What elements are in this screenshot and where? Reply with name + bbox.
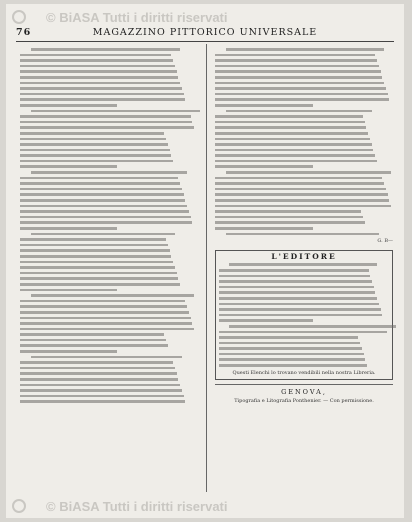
text-line bbox=[31, 233, 175, 236]
text-line bbox=[31, 48, 181, 51]
text-line bbox=[20, 65, 175, 68]
text-line bbox=[20, 395, 184, 398]
header-rule bbox=[16, 41, 394, 42]
text-line bbox=[215, 154, 375, 157]
text-line bbox=[20, 149, 170, 152]
text-line bbox=[219, 331, 387, 334]
text-line bbox=[20, 54, 171, 57]
watermark-text-bottom: © BiASA Tutti i diritti riservati bbox=[46, 499, 228, 514]
text-line bbox=[219, 336, 358, 339]
text-line bbox=[20, 121, 192, 124]
right-column bbox=[215, 45, 393, 405]
watermark-text-top: © BiASA Tutti i diritti riservati bbox=[46, 10, 228, 25]
text-line bbox=[20, 378, 178, 381]
imprint-rule bbox=[215, 384, 393, 385]
text-line bbox=[20, 305, 187, 308]
text-line bbox=[31, 110, 200, 113]
text-line bbox=[215, 126, 366, 129]
text-line bbox=[215, 165, 313, 168]
text-line bbox=[219, 358, 365, 361]
page-header bbox=[16, 24, 394, 40]
text-line bbox=[20, 344, 168, 347]
document-page bbox=[6, 4, 404, 518]
text-line bbox=[20, 76, 178, 79]
text-line bbox=[219, 319, 313, 322]
text-line bbox=[215, 54, 375, 57]
text-line bbox=[20, 328, 194, 331]
text-line bbox=[20, 266, 175, 269]
text-line bbox=[20, 126, 194, 129]
text-line bbox=[20, 389, 182, 392]
text-line bbox=[215, 93, 388, 96]
text-line bbox=[215, 188, 386, 191]
text-line bbox=[20, 238, 166, 241]
text-line bbox=[20, 277, 178, 280]
text-line bbox=[20, 227, 117, 230]
text-line bbox=[226, 233, 379, 236]
text-line bbox=[20, 210, 189, 213]
closing-line: Questi Elenchi lo trovano vendibili nella nostra Libreria. bbox=[232, 369, 376, 376]
text-line bbox=[20, 132, 164, 135]
text-line bbox=[219, 347, 362, 350]
text-line bbox=[219, 314, 382, 317]
text-line bbox=[20, 182, 180, 185]
text-line bbox=[215, 70, 381, 73]
text-line bbox=[20, 322, 192, 325]
right-column-text bbox=[215, 48, 393, 235]
text-line bbox=[215, 87, 386, 90]
text-line bbox=[215, 216, 363, 219]
text-line bbox=[215, 205, 391, 208]
text-line bbox=[20, 361, 173, 364]
editor-notice-box bbox=[215, 250, 393, 380]
text-line bbox=[20, 165, 117, 168]
text-line bbox=[20, 87, 182, 90]
running-title: MAGAZZINO PITTORICO UNIVERSALE bbox=[92, 26, 318, 38]
text-line bbox=[20, 289, 117, 292]
text-line bbox=[215, 143, 372, 146]
text-line bbox=[219, 286, 374, 289]
text-line bbox=[215, 227, 313, 230]
text-line bbox=[20, 115, 191, 118]
left-column bbox=[20, 45, 196, 405]
text-line bbox=[215, 59, 377, 62]
text-line bbox=[20, 283, 180, 286]
text-line bbox=[20, 154, 171, 157]
text-line bbox=[20, 188, 182, 191]
editor-notice-text bbox=[219, 263, 389, 366]
text-line bbox=[219, 353, 364, 356]
text-line bbox=[20, 82, 180, 85]
text-line bbox=[20, 244, 168, 247]
text-line bbox=[20, 400, 185, 403]
text-line bbox=[219, 342, 360, 345]
text-line bbox=[20, 339, 166, 342]
text-line bbox=[20, 249, 170, 252]
text-line bbox=[219, 280, 372, 283]
text-line bbox=[20, 193, 184, 196]
text-line bbox=[20, 104, 117, 107]
text-line bbox=[215, 210, 361, 213]
text-line bbox=[215, 138, 370, 141]
text-line bbox=[215, 160, 377, 163]
text-line bbox=[20, 255, 171, 258]
text-line bbox=[215, 193, 388, 196]
text-line bbox=[20, 317, 191, 320]
text-line bbox=[219, 291, 375, 294]
text-line bbox=[219, 364, 367, 367]
text-line bbox=[20, 350, 117, 353]
imprint-city: GENOVA, bbox=[281, 388, 327, 397]
text-line bbox=[20, 384, 180, 387]
text-line bbox=[215, 121, 365, 124]
watermark-bottom bbox=[6, 499, 404, 514]
editor-notice-title: L'EDITORE bbox=[271, 251, 337, 261]
text-line bbox=[215, 65, 379, 68]
text-line bbox=[20, 98, 185, 101]
biasa-logo-icon bbox=[12, 499, 26, 513]
left-column-text bbox=[20, 48, 196, 403]
text-line bbox=[20, 93, 184, 96]
text-line bbox=[20, 372, 177, 375]
text-line bbox=[226, 171, 392, 174]
text-line bbox=[20, 300, 185, 303]
text-line bbox=[20, 311, 189, 314]
watermark-top bbox=[6, 10, 404, 25]
page-number: 76 bbox=[16, 26, 32, 38]
article-signature: G. B— bbox=[377, 238, 393, 245]
text-line bbox=[215, 149, 373, 152]
text-line bbox=[215, 98, 389, 101]
imprint-text: Tipografia e Litografia Ponthenier. — Con permissione. bbox=[234, 397, 374, 404]
text-line bbox=[219, 303, 379, 306]
text-line bbox=[219, 269, 369, 272]
text-line bbox=[20, 272, 177, 275]
text-line bbox=[215, 76, 382, 79]
text-line bbox=[215, 132, 368, 135]
text-line bbox=[31, 294, 195, 297]
text-line bbox=[215, 115, 363, 118]
text-line bbox=[215, 177, 382, 180]
text-line bbox=[215, 182, 384, 185]
text-line bbox=[20, 261, 173, 264]
text-line bbox=[20, 216, 191, 219]
text-line bbox=[20, 143, 168, 146]
text-line bbox=[219, 275, 370, 278]
text-line bbox=[31, 356, 182, 359]
text-line bbox=[20, 70, 177, 73]
text-line bbox=[20, 138, 166, 141]
text-line bbox=[215, 104, 313, 107]
column-divider bbox=[206, 44, 207, 492]
text-line bbox=[31, 171, 188, 174]
text-line bbox=[20, 367, 175, 370]
text-line bbox=[20, 205, 187, 208]
text-line bbox=[215, 221, 365, 224]
text-line bbox=[20, 177, 178, 180]
text-line bbox=[215, 199, 389, 202]
text-line bbox=[229, 325, 396, 328]
biasa-logo-icon bbox=[12, 10, 26, 24]
text-line bbox=[20, 59, 173, 62]
text-line bbox=[226, 110, 372, 113]
text-line bbox=[219, 297, 377, 300]
text-line bbox=[20, 333, 164, 336]
text-line bbox=[229, 263, 377, 266]
text-line bbox=[20, 199, 185, 202]
text-line bbox=[219, 308, 381, 311]
text-line bbox=[215, 82, 384, 85]
text-line bbox=[226, 48, 384, 51]
text-line bbox=[20, 160, 173, 163]
text-line bbox=[20, 221, 192, 224]
